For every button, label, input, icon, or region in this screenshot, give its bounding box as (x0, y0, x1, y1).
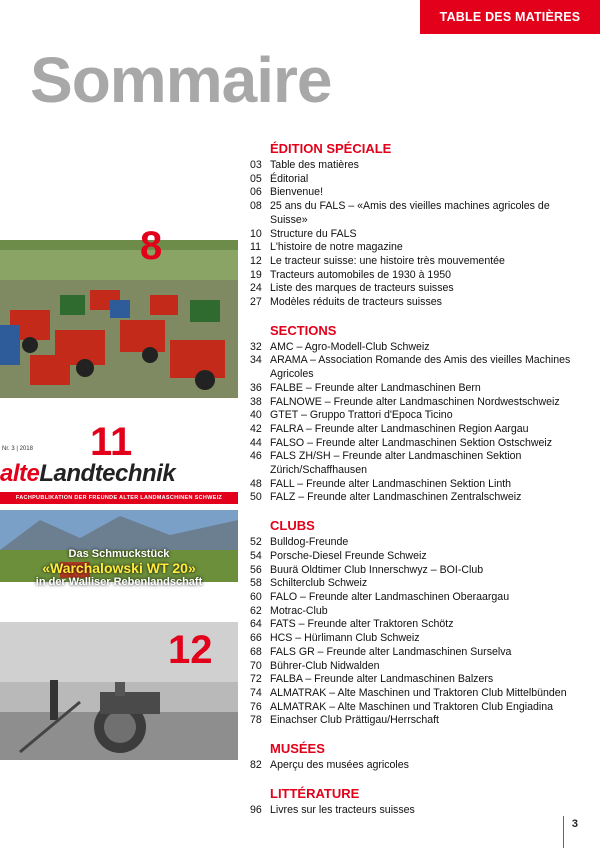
toc-entry[interactable]: 74 ALMATRAK – Alte Maschinen und Traktoren Club Mittelbünden (250, 686, 567, 699)
cover-caption (0, 548, 238, 588)
toc-entry[interactable]: 82 Aperçu des musées agricoles (250, 759, 409, 772)
toc-entry[interactable]: 19 Tracteurs automobiles de 1930 à 1950 (250, 268, 451, 281)
toc-entry[interactable]: 56 Buurä Oldtimer Club Innerschwyz – BOI-Club (250, 563, 484, 576)
page-marker-11: 11 (90, 420, 133, 464)
section-tab: TABLE DES MATIÈRES (420, 0, 600, 34)
page-number-divider (563, 816, 564, 848)
toc-entry[interactable]: 50 FALZ – Freunde alter Landmaschinen Zentralschweiz (250, 491, 522, 504)
toc-entry[interactable]: 10 Structure du FALS (250, 227, 357, 240)
section-heading: SECTIONS (270, 322, 337, 338)
toc-entry[interactable]: 12 Le tracteur suisse: une histoire très mouvementée (250, 254, 505, 267)
toc-entry[interactable]: 06 Bienvenue! (250, 186, 324, 199)
page-title: Sommaire (30, 44, 332, 116)
toc-section (250, 740, 580, 773)
section-heading: LITTÉRATURE (270, 785, 360, 801)
section-heading: CLUBS (270, 518, 315, 534)
toc-section (250, 785, 580, 818)
toc-entry[interactable]: 76 ALMATRAK – Alte Maschinen und Traktoren Club Engiadina (250, 700, 554, 713)
header-bar (0, 0, 600, 34)
toc-entry[interactable]: 54 Porsche-Diesel Freunde Schweiz (250, 549, 427, 562)
cover-caption-line2: «Warchalowski WT 20» (42, 560, 196, 576)
page-marker-8: 8 (140, 224, 163, 268)
toc-entry[interactable]: 70 Bührer-Club Nidwalden (250, 659, 380, 672)
cover-caption-line3: in der Walliser Rebenlandschaft (35, 576, 203, 588)
toc-entry[interactable]: 34 ARAMA – Association Romande des Amis des vieilles Machines Agricoles (250, 354, 571, 381)
cover-caption-line1: Das Schmuckstück (68, 548, 170, 560)
section-heading: MUSÉES (270, 741, 325, 757)
toc-entry[interactable]: 05 Éditorial (250, 172, 309, 185)
toc-section (250, 140, 580, 310)
toc-entry[interactable]: 03 Table des matières (250, 159, 359, 171)
toc-entry[interactable]: 11 L'histoire de notre magazine (250, 241, 403, 254)
page-marker-12: 12 (168, 628, 213, 672)
toc-entry[interactable]: 38 FALNOWE – Freunde alter Landmaschinen Nordwestschweiz (250, 395, 560, 408)
toc-entry[interactable]: 08 25 ans du FALS – «Amis des vieilles machines agricoles de Suisse» (250, 200, 550, 226)
toc-entry[interactable]: 24 Liste des marques de tracteurs suisses (250, 282, 454, 295)
toc-entry[interactable]: 66 HCS – Hürlimann Club Schweiz (250, 632, 420, 645)
toc-entry[interactable]: 40 GTET – Gruppo Trattori d'Epoca Ticino (250, 409, 453, 422)
toc-entry[interactable]: 48 FALL – Freunde alter Landmaschinen Sektion Linth (250, 477, 512, 490)
toc-entry[interactable]: 64 FATS – Freunde alter Traktoren Schötz (250, 618, 454, 631)
toc-entry[interactable]: 27 Modèles réduits de tracteurs suisses (250, 296, 442, 309)
table-of-contents (250, 140, 580, 817)
cover-issue-info: Nr. 3 | 2018 (2, 446, 33, 452)
toc-entry[interactable]: 36 FALBE – Freunde alter Landmaschinen Bern (250, 381, 481, 394)
cover-logo: alteLandtechnik (0, 460, 176, 487)
toc-entry[interactable]: 44 FALSO – Freunde alter Landmaschinen Sektion Ostschweiz (250, 436, 553, 449)
toc-entry[interactable]: 42 FALRA – Freunde alter Landmaschinen Region Aargau (250, 422, 529, 435)
toc-entry[interactable]: 58 Schilterclub Schweiz (250, 577, 368, 590)
toc-section (250, 322, 580, 505)
toc-entry[interactable]: 60 FALO – Freunde alter Landmaschinen Oberaargau (250, 590, 510, 603)
toc-entry[interactable]: 72 FALBA – Freunde alter Landmaschinen Balzers (250, 673, 494, 686)
toc-entry[interactable]: 96 Livres sur les tracteurs suisses (250, 803, 415, 816)
tractor-show-photo (0, 240, 238, 398)
toc-entry[interactable]: 32 AMC – Agro-Modell-Club Schweiz (250, 340, 430, 353)
toc-entry[interactable]: 78 Einachser Club Prättigau/Herrschaft (250, 714, 439, 727)
toc-entry[interactable]: 62 Motrac-Club (250, 604, 328, 617)
toc-entry[interactable]: 46 FALS ZH/SH – Freunde alter Landmaschinen Sektion Zürich/Schaffhausen (250, 450, 522, 477)
page-number: 3 (571, 818, 578, 830)
section-heading: ÉDITION SPÉCIALE (270, 141, 392, 156)
toc-entry[interactable]: 52 Bulldog-Freunde (250, 536, 349, 549)
toc-section (250, 517, 580, 728)
cover-subtitle: FACHPUBLIKATION DER FREUNDE ALTER LANDMASCHINEN SCHWEIZ (0, 492, 238, 504)
toc-entry[interactable]: 68 FALS GR – Freunde alter Landmaschinen Surselva (250, 645, 512, 658)
